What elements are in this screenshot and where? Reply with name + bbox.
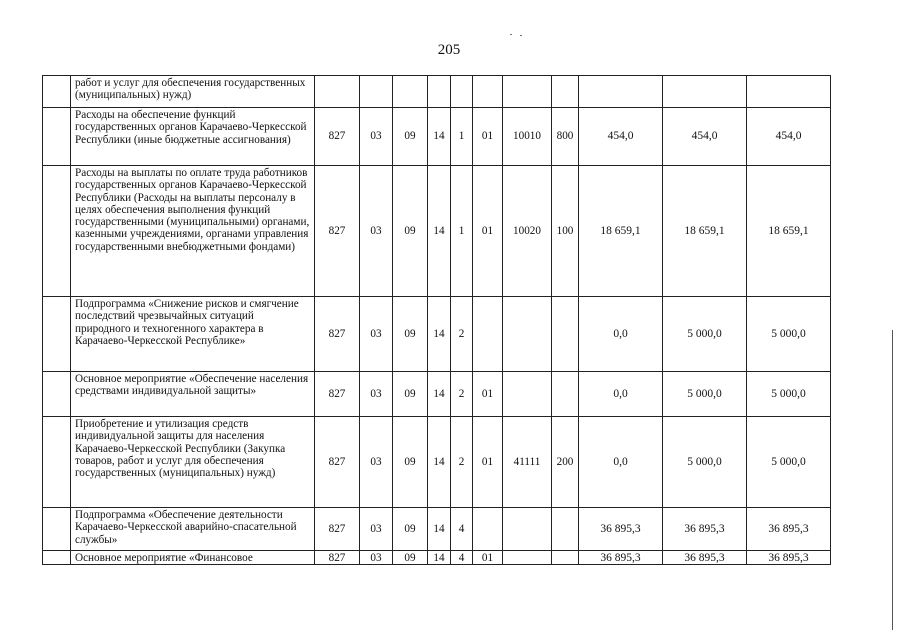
program-code-cell: 14: [428, 417, 451, 508]
main-activity-code-cell: 01: [473, 372, 503, 417]
table-row: [43, 166, 831, 297]
blank-cell: [43, 166, 71, 297]
amount-year-1-cell: 36 895,3: [579, 508, 663, 551]
direction-code-cell: [503, 297, 552, 372]
ministry-code-cell: 827: [315, 551, 360, 565]
program-code-cell: 14: [428, 508, 451, 551]
direction-code-cell: [503, 76, 552, 108]
amount-year-3-cell: 5 000,0: [747, 297, 831, 372]
ministry-code-cell: 827: [315, 297, 360, 372]
amount-year-1-cell: 0,0: [579, 297, 663, 372]
subprogram-code-cell: 2: [451, 417, 473, 508]
program-code-cell: 14: [428, 108, 451, 166]
ministry-code-cell: 827: [315, 417, 360, 508]
expense-type-code-cell: 100: [552, 166, 579, 297]
main-activity-code-cell: [473, 297, 503, 372]
ministry-code-cell: [315, 76, 360, 108]
blank-cell: [43, 76, 71, 108]
direction-code-cell: [503, 508, 552, 551]
ministry-code-cell: 827: [315, 108, 360, 166]
expense-type-code-cell: [552, 76, 579, 108]
main-activity-code-cell: [473, 76, 503, 108]
program-code-cell: 14: [428, 551, 451, 565]
ministry-code-cell: 827: [315, 372, 360, 417]
table-row: [43, 551, 831, 565]
amount-year-3-cell: 18 659,1: [747, 166, 831, 297]
section-code-cell: 03: [360, 166, 393, 297]
main-activity-code-cell: 01: [473, 166, 503, 297]
amount-year-3-cell: [747, 76, 831, 108]
description-cell: Подпрограмма «Снижение рисков и смягчение последствий чрезвычайных ситуаций природного и техногенного характера в Карачаево-Черкесской Республике»: [71, 297, 315, 372]
section-code-cell: 03: [360, 417, 393, 508]
expense-type-code-cell: 200: [552, 417, 579, 508]
description-cell: Основное мероприятие «Финансовое: [71, 551, 315, 565]
direction-code-cell: [503, 551, 552, 565]
table-row: [43, 508, 831, 551]
table-row: [43, 372, 831, 417]
amount-year-2-cell: 5 000,0: [663, 297, 747, 372]
amount-year-3-cell: 36 895,3: [747, 508, 831, 551]
subprogram-code-cell: 1: [451, 166, 473, 297]
subprogram-code-cell: 2: [451, 297, 473, 372]
amount-year-3-cell: 36 895,3: [747, 551, 831, 565]
section-code-cell: 03: [360, 372, 393, 417]
amount-year-2-cell: 18 659,1: [663, 166, 747, 297]
program-code-cell: 14: [428, 297, 451, 372]
description-cell: Основное мероприятие «Обеспечение населения средствами индивидуальной защиты»: [71, 372, 315, 417]
main-activity-code-cell: [473, 508, 503, 551]
subsection-code-cell: 09: [393, 108, 428, 166]
expense-type-code-cell: [552, 297, 579, 372]
subprogram-code-cell: 4: [451, 551, 473, 565]
program-code-cell: [428, 76, 451, 108]
table-row: [43, 76, 831, 108]
section-code-cell: 03: [360, 508, 393, 551]
scan-speck: [510, 34, 512, 35]
blank-cell: [43, 417, 71, 508]
section-code-cell: 03: [360, 108, 393, 166]
direction-code-cell: 41111: [503, 417, 552, 508]
direction-code-cell: [503, 372, 552, 417]
expense-type-code-cell: 800: [552, 108, 579, 166]
main-activity-code-cell: 01: [473, 108, 503, 166]
description-cell: Приобретение и утилизация средств индивидуальной защиты для населения Карачаево-Черкесской Республики (Закупка товаров, работ и услуг для обеспечения государственных (муниципальных) нужд): [71, 417, 315, 508]
budget-table: [42, 75, 831, 565]
amount-year-1-cell: 454,0: [579, 108, 663, 166]
subsection-code-cell: 09: [393, 508, 428, 551]
expense-type-code-cell: [552, 372, 579, 417]
subsection-code-cell: [393, 76, 428, 108]
direction-code-cell: 10020: [503, 166, 552, 297]
program-code-cell: 14: [428, 372, 451, 417]
ministry-code-cell: 827: [315, 166, 360, 297]
amount-year-2-cell: 454,0: [663, 108, 747, 166]
description-cell: Расходы на выплаты по оплате труда работников государственных органов Карачаево-Черкесской Республики (Расходы на выплаты персоналу в целях обеспечения выполнения функций государственными (муниципальными) органами, казенными учреждениями, органами управления государственными внебюджетными фондами): [71, 166, 315, 297]
amount-year-2-cell: 5 000,0: [663, 417, 747, 508]
section-code-cell: [360, 76, 393, 108]
program-code-cell: 14: [428, 166, 451, 297]
section-code-cell: 03: [360, 297, 393, 372]
expense-type-code-cell: [552, 508, 579, 551]
amount-year-1-cell: 0,0: [579, 417, 663, 508]
table-row: [43, 108, 831, 166]
amount-year-1-cell: 0,0: [579, 372, 663, 417]
subprogram-code-cell: 2: [451, 372, 473, 417]
subsection-code-cell: 09: [393, 551, 428, 565]
subprogram-code-cell: 4: [451, 508, 473, 551]
amount-year-1-cell: 36 895,3: [579, 551, 663, 565]
expense-type-code-cell: [552, 551, 579, 565]
main-activity-code-cell: 01: [473, 417, 503, 508]
subsection-code-cell: 09: [393, 166, 428, 297]
amount-year-2-cell: 5 000,0: [663, 372, 747, 417]
subprogram-code-cell: 1: [451, 108, 473, 166]
main-activity-code-cell: 01: [473, 551, 503, 565]
scan-speck: [520, 35, 522, 36]
blank-cell: [43, 372, 71, 417]
page-number: 205: [437, 42, 461, 58]
amount-year-1-cell: [579, 76, 663, 108]
subprogram-code-cell: [451, 76, 473, 108]
amount-year-1-cell: 18 659,1: [579, 166, 663, 297]
ministry-code-cell: 827: [315, 508, 360, 551]
amount-year-3-cell: 454,0: [747, 108, 831, 166]
amount-year-2-cell: 36 895,3: [663, 508, 747, 551]
direction-code-cell: 10010: [503, 108, 552, 166]
subsection-code-cell: 09: [393, 372, 428, 417]
blank-cell: [43, 297, 71, 372]
blank-cell: [43, 108, 71, 166]
description-cell: Подпрограмма «Обеспечение деятельности Карачаево-Черкесской аварийно-спасательной службы»: [71, 508, 315, 551]
subsection-code-cell: 09: [393, 297, 428, 372]
blank-cell: [43, 508, 71, 551]
amount-year-2-cell: [663, 76, 747, 108]
blank-cell: [43, 551, 71, 565]
table-row: [43, 297, 831, 372]
description-cell: работ и услуг для обеспечения государственных (муниципальных) нужд): [71, 76, 315, 108]
amount-year-3-cell: 5 000,0: [747, 372, 831, 417]
amount-year-3-cell: 5 000,0: [747, 417, 831, 508]
section-code-cell: 03: [360, 551, 393, 565]
table-row: [43, 417, 831, 508]
scan-artifact-line: [892, 330, 893, 630]
subsection-code-cell: 09: [393, 417, 428, 508]
amount-year-2-cell: 36 895,3: [663, 551, 747, 565]
description-cell: Расходы на обеспечение функций государственных органов Карачаево-Черкесской Республики (иные бюджетные ассигнования): [71, 108, 315, 166]
